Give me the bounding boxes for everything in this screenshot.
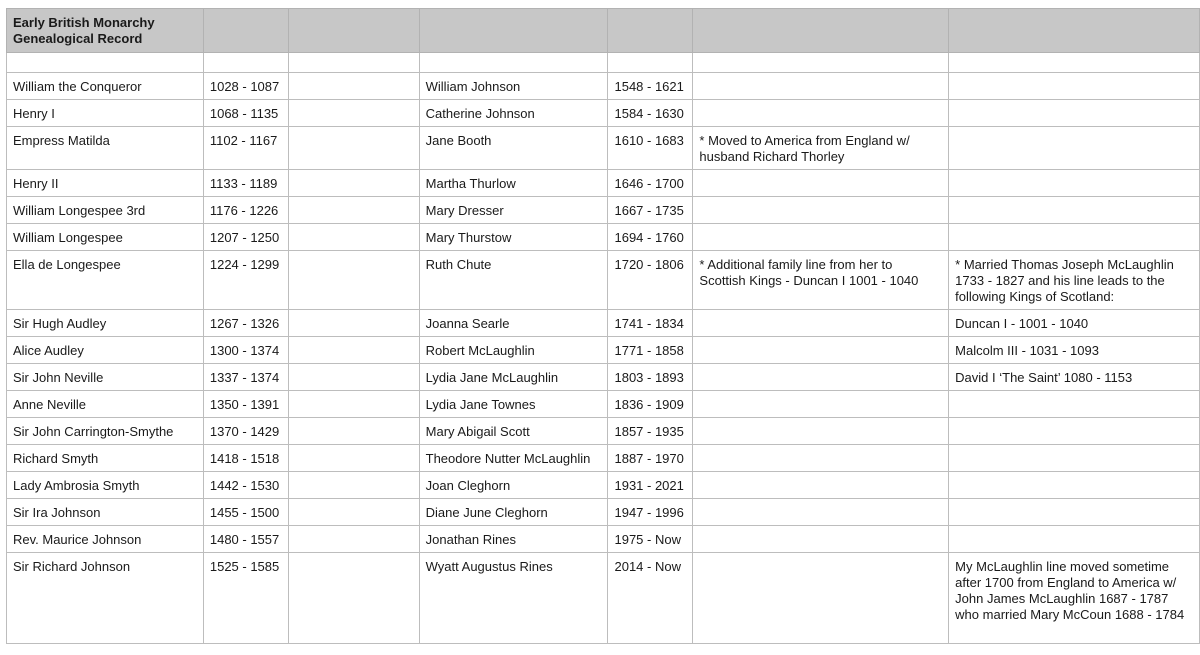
descendant-years-cell[interactable]: 1584 - 1630 — [608, 100, 693, 127]
table-row — [7, 100, 1200, 127]
note-cell[interactable] — [693, 445, 949, 472]
empty-cell[interactable] — [288, 53, 419, 73]
empty-cell[interactable] — [7, 53, 204, 73]
monarch-name-cell[interactable]: Sir John Carrington-Smythe — [7, 418, 204, 445]
note-cell[interactable] — [693, 73, 949, 100]
header-cell[interactable] — [419, 9, 608, 53]
note-cell[interactable]: * Additional family line from her to Scottish Kings - Duncan I 1001 - 1040 — [693, 251, 949, 310]
descendant-name-cell[interactable]: Mary Dresser — [419, 197, 608, 224]
monarch-name-cell[interactable]: Ella de Longespee — [7, 251, 204, 310]
descendant-years-cell[interactable]: 1857 - 1935 — [608, 418, 693, 445]
empty-cell[interactable] — [288, 337, 419, 364]
note-cell[interactable] — [949, 499, 1200, 526]
monarch-years-cell[interactable]: 1480 - 1557 — [203, 526, 288, 553]
descendant-years-cell[interactable]: 1887 - 1970 — [608, 445, 693, 472]
table-row — [7, 391, 1200, 418]
descendant-years-cell[interactable]: 1836 - 1909 — [608, 391, 693, 418]
empty-cell[interactable] — [288, 310, 419, 337]
empty-cell[interactable] — [203, 53, 288, 73]
empty-cell[interactable] — [608, 53, 693, 73]
monarch-years-cell[interactable]: 1207 - 1250 — [203, 224, 288, 251]
monarch-name-cell[interactable]: Sir John Neville — [7, 364, 204, 391]
note-cell[interactable] — [693, 224, 949, 251]
descendant-name-cell[interactable]: Mary Thurstow — [419, 224, 608, 251]
empty-cell[interactable] — [288, 100, 419, 127]
descendant-years-cell[interactable]: 1803 - 1893 — [608, 364, 693, 391]
table-row — [7, 224, 1200, 251]
empty-cell[interactable] — [288, 472, 419, 499]
descendant-name-cell[interactable]: Lydia Jane McLaughlin — [419, 364, 608, 391]
header-row — [7, 9, 1200, 53]
header-cell[interactable] — [288, 9, 419, 53]
descendant-name-cell[interactable]: Mary Abigail Scott — [419, 418, 608, 445]
monarch-name-cell[interactable]: Lady Ambrosia Smyth — [7, 472, 204, 499]
monarch-years-cell[interactable]: 1525 - 1585 — [203, 553, 288, 644]
table-row — [7, 499, 1200, 526]
note-cell[interactable]: * Moved to America from England w/ husband Richard Thorley — [693, 127, 949, 170]
empty-cell[interactable] — [288, 445, 419, 472]
empty-cell[interactable] — [693, 53, 949, 73]
header-cell[interactable] — [949, 9, 1200, 53]
table-row — [7, 364, 1200, 391]
monarch-name-cell[interactable]: Henry II — [7, 170, 204, 197]
note-cell[interactable] — [693, 418, 949, 445]
note-cell[interactable] — [693, 364, 949, 391]
monarch-years-cell[interactable]: 1176 - 1226 — [203, 197, 288, 224]
descendant-name-cell[interactable]: Lydia Jane Townes — [419, 391, 608, 418]
descendant-name-cell[interactable]: William Johnson — [419, 73, 608, 100]
descendant-name-cell[interactable]: Jane Booth — [419, 127, 608, 170]
monarch-years-cell[interactable]: 1370 - 1429 — [203, 418, 288, 445]
note-cell[interactable] — [693, 472, 949, 499]
header-cell[interactable] — [203, 9, 288, 53]
monarch-years-cell[interactable]: 1068 - 1135 — [203, 100, 288, 127]
descendant-name-cell[interactable]: Martha Thurlow — [419, 170, 608, 197]
monarch-years-cell[interactable]: 1418 - 1518 — [203, 445, 288, 472]
monarch-years-cell[interactable]: 1455 - 1500 — [203, 499, 288, 526]
descendant-name-cell[interactable]: Robert McLaughlin — [419, 337, 608, 364]
table-row — [7, 553, 1200, 644]
table-row — [7, 197, 1200, 224]
descendant-years-cell[interactable]: 1610 - 1683 — [608, 127, 693, 170]
table-row — [7, 472, 1200, 499]
empty-cell[interactable] — [949, 53, 1200, 73]
empty-cell[interactable] — [288, 391, 419, 418]
note-cell[interactable]: My McLaughlin line moved sometime after 1700 from England to America w/ John James McLaughlin 1687 - 1787 who married Mary McCoun 1688 - 1784 — [949, 553, 1200, 644]
note-cell[interactable]: * Married Thomas Joseph McLaughlin 1733 - 1827 and his line leads to the following Kings of Scotland: — [949, 251, 1200, 310]
note-cell[interactable]: David I ‘The Saint’ 1080 - 1153 — [949, 364, 1200, 391]
monarch-name-cell[interactable]: Rev. Maurice Johnson — [7, 526, 204, 553]
monarch-years-cell[interactable]: 1224 - 1299 — [203, 251, 288, 310]
empty-cell[interactable] — [288, 526, 419, 553]
table-row — [7, 251, 1200, 310]
note-cell[interactable] — [693, 100, 949, 127]
empty-cell[interactable] — [288, 499, 419, 526]
note-cell[interactable] — [693, 553, 949, 644]
monarch-name-cell[interactable]: Henry I — [7, 100, 204, 127]
empty-cell[interactable] — [288, 170, 419, 197]
note-cell[interactable] — [949, 526, 1200, 553]
table-row — [7, 526, 1200, 553]
sheet-title-cell[interactable]: Early British Monarchy Genealogical Record — [7, 9, 204, 53]
monarch-years-cell[interactable]: 1300 - 1374 — [203, 337, 288, 364]
note-cell[interactable] — [693, 499, 949, 526]
note-cell[interactable] — [949, 100, 1200, 127]
empty-cell[interactable] — [288, 251, 419, 310]
descendant-years-cell[interactable]: 1548 - 1621 — [608, 73, 693, 100]
table-row — [7, 445, 1200, 472]
empty-cell[interactable] — [288, 553, 419, 644]
monarch-years-cell[interactable]: 1028 - 1087 — [203, 73, 288, 100]
monarch-name-cell[interactable]: Anne Neville — [7, 391, 204, 418]
empty-cell[interactable] — [288, 197, 419, 224]
descendant-years-cell[interactable]: 1720 - 1806 — [608, 251, 693, 310]
monarch-name-cell[interactable]: Sir Ira Johnson — [7, 499, 204, 526]
header-cell[interactable] — [608, 9, 693, 53]
note-cell[interactable] — [693, 197, 949, 224]
monarch-name-cell[interactable]: William Longespee — [7, 224, 204, 251]
monarch-years-cell[interactable]: 1350 - 1391 — [203, 391, 288, 418]
descendant-years-cell[interactable]: 1646 - 1700 — [608, 170, 693, 197]
table-row — [7, 337, 1200, 364]
table-row — [7, 73, 1200, 100]
note-cell[interactable] — [949, 445, 1200, 472]
descendant-name-cell[interactable]: Ruth Chute — [419, 251, 608, 310]
monarch-years-cell[interactable]: 1102 - 1167 — [203, 127, 288, 170]
empty-cell[interactable] — [288, 127, 419, 170]
note-cell[interactable] — [949, 224, 1200, 251]
empty-cell[interactable] — [288, 364, 419, 391]
note-cell[interactable] — [693, 170, 949, 197]
descendant-name-cell[interactable]: Jonathan Rines — [419, 526, 608, 553]
monarch-years-cell[interactable]: 1133 - 1189 — [203, 170, 288, 197]
note-cell[interactable] — [949, 391, 1200, 418]
monarch-name-cell[interactable]: Alice Audley — [7, 337, 204, 364]
descendant-name-cell[interactable]: Joan Cleghorn — [419, 472, 608, 499]
note-cell[interactable]: Malcolm III - 1031 - 1093 — [949, 337, 1200, 364]
descendant-years-cell[interactable]: 1667 - 1735 — [608, 197, 693, 224]
descendant-years-cell[interactable]: 2014 - Now — [608, 553, 693, 644]
descendant-years-cell[interactable]: 1931 - 2021 — [608, 472, 693, 499]
note-cell[interactable] — [693, 337, 949, 364]
descendant-years-cell[interactable]: 1771 - 1858 — [608, 337, 693, 364]
note-cell[interactable] — [693, 310, 949, 337]
monarch-name-cell[interactable]: William Longespee 3rd — [7, 197, 204, 224]
note-cell[interactable] — [949, 197, 1200, 224]
empty-cell[interactable] — [419, 53, 608, 73]
empty-cell[interactable] — [288, 224, 419, 251]
descendant-years-cell[interactable]: 1694 - 1760 — [608, 224, 693, 251]
descendant-years-cell[interactable]: 1947 - 1996 — [608, 499, 693, 526]
descendant-name-cell[interactable]: Catherine Johnson — [419, 100, 608, 127]
descendant-name-cell[interactable]: Joanna Searle — [419, 310, 608, 337]
monarch-years-cell[interactable]: 1442 - 1530 — [203, 472, 288, 499]
table-row — [7, 418, 1200, 445]
monarch-name-cell[interactable]: Sir Richard Johnson — [7, 553, 204, 644]
monarch-years-cell[interactable]: 1337 - 1374 — [203, 364, 288, 391]
descendant-name-cell[interactable]: Theodore Nutter McLaughlin — [419, 445, 608, 472]
spreadsheet-table — [6, 8, 1200, 644]
note-cell[interactable] — [949, 73, 1200, 100]
descendant-years-cell[interactable]: 1741 - 1834 — [608, 310, 693, 337]
note-cell[interactable] — [693, 526, 949, 553]
monarch-name-cell[interactable]: Richard Smyth — [7, 445, 204, 472]
note-cell[interactable] — [693, 391, 949, 418]
empty-cell[interactable] — [288, 418, 419, 445]
monarch-name-cell[interactable]: Sir Hugh Audley — [7, 310, 204, 337]
table-row — [7, 127, 1200, 170]
descendant-name-cell[interactable]: Wyatt Augustus Rines — [419, 553, 608, 644]
monarch-name-cell[interactable]: William the Conqueror — [7, 73, 204, 100]
note-cell[interactable] — [949, 170, 1200, 197]
note-cell[interactable] — [949, 418, 1200, 445]
table-row — [7, 170, 1200, 197]
table-row — [7, 310, 1200, 337]
note-cell[interactable]: Duncan I - 1001 - 1040 — [949, 310, 1200, 337]
monarch-years-cell[interactable]: 1267 - 1326 — [203, 310, 288, 337]
header-cell[interactable] — [693, 9, 949, 53]
descendant-name-cell[interactable]: Diane June Cleghorn — [419, 499, 608, 526]
note-cell[interactable] — [949, 127, 1200, 170]
monarch-name-cell[interactable]: Empress Matilda — [7, 127, 204, 170]
empty-row — [7, 53, 1200, 73]
descendant-years-cell[interactable]: 1975 - Now — [608, 526, 693, 553]
empty-cell[interactable] — [288, 73, 419, 100]
note-cell[interactable] — [949, 472, 1200, 499]
